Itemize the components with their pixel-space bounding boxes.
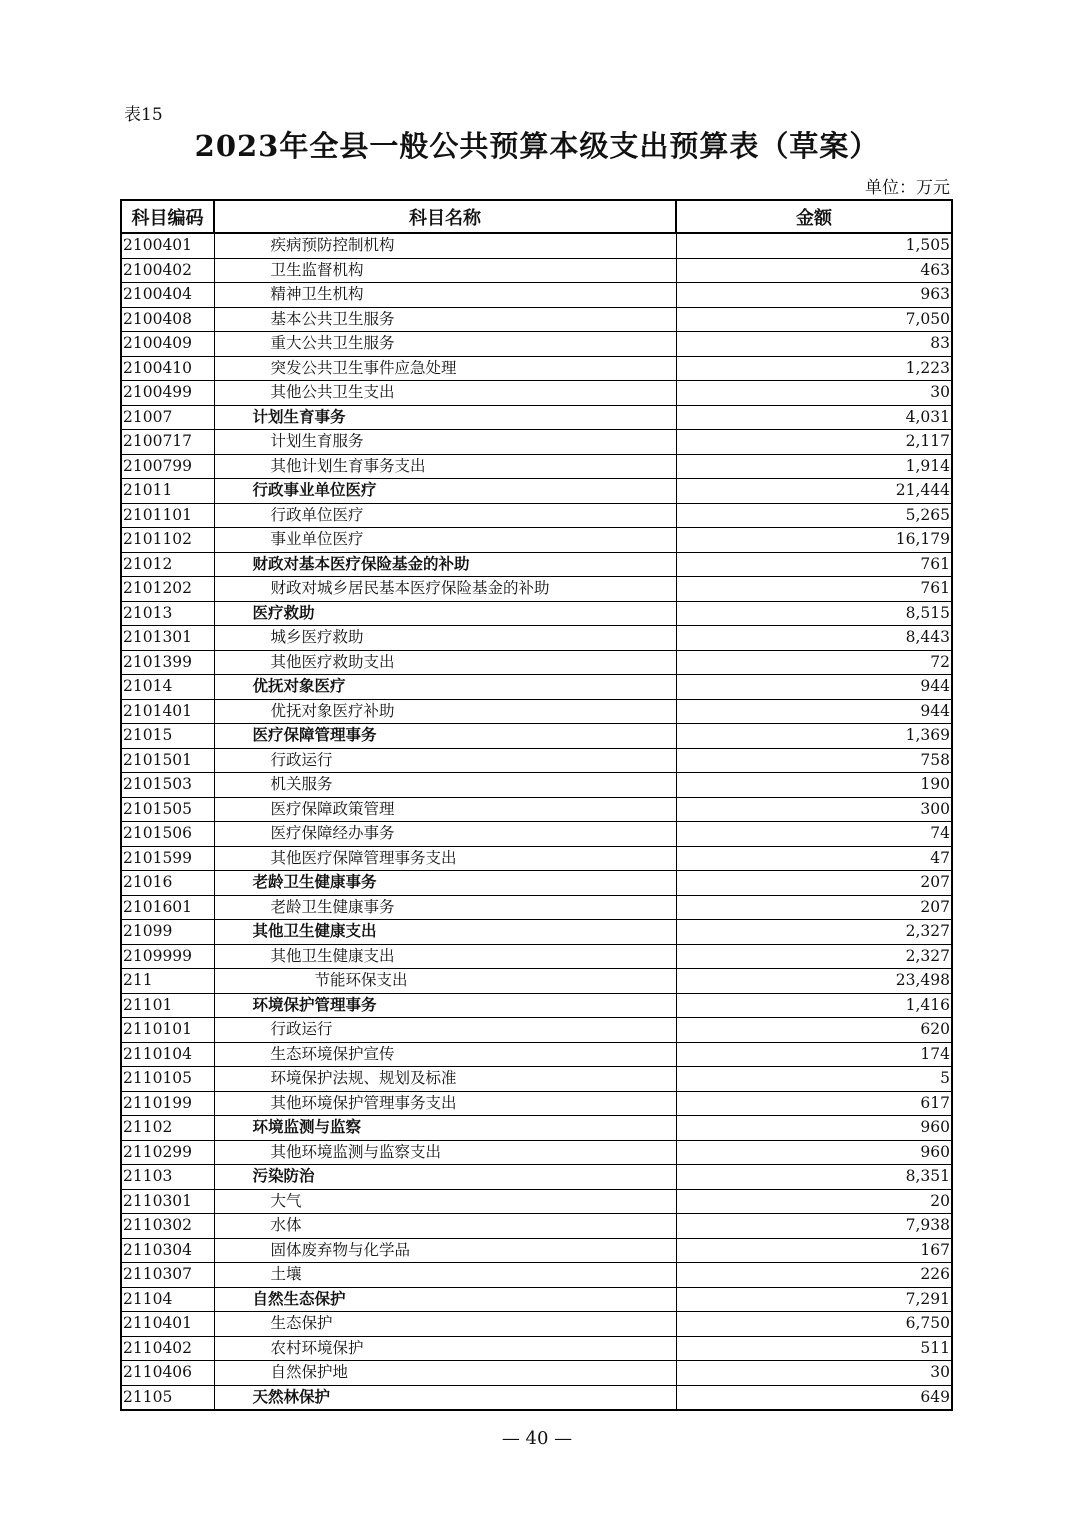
code-cell: 2101506 bbox=[121, 822, 214, 847]
amount-cell: 167 bbox=[676, 1238, 952, 1263]
code-cell: 2100401 bbox=[121, 233, 214, 258]
amount-cell: 7,938 bbox=[676, 1214, 952, 1239]
amount-cell: 6,750 bbox=[676, 1312, 952, 1337]
amount-cell: 47 bbox=[676, 846, 952, 871]
name-cell: 机关服务 bbox=[214, 773, 676, 798]
code-cell: 2110406 bbox=[121, 1361, 214, 1386]
table-row bbox=[121, 920, 952, 945]
name-cell: 土壤 bbox=[214, 1263, 676, 1288]
table-row bbox=[121, 1067, 952, 1092]
code-cell: 2101101 bbox=[121, 503, 214, 528]
table-row bbox=[121, 1385, 952, 1410]
code-cell: 2100499 bbox=[121, 381, 214, 406]
code-cell: 21015 bbox=[121, 724, 214, 749]
name-cell: 老龄卫生健康事务 bbox=[214, 895, 676, 920]
amount-cell: 944 bbox=[676, 699, 952, 724]
name-cell: 环境保护法规、规划及标准 bbox=[214, 1067, 676, 1092]
name-cell: 事业单位医疗 bbox=[214, 528, 676, 553]
table-row bbox=[121, 748, 952, 773]
table-row bbox=[121, 430, 952, 455]
amount-cell: 8,351 bbox=[676, 1165, 952, 1190]
table-row bbox=[121, 356, 952, 381]
code-cell: 21016 bbox=[121, 871, 214, 896]
table-row bbox=[121, 895, 952, 920]
amount-cell: 30 bbox=[676, 1361, 952, 1386]
table-row bbox=[121, 1116, 952, 1141]
table-row bbox=[121, 528, 952, 553]
table-row bbox=[121, 479, 952, 504]
table-row bbox=[121, 1361, 952, 1386]
name-cell: 疾病预防控制机构 bbox=[214, 233, 676, 258]
table-row bbox=[121, 724, 952, 749]
name-cell: 突发公共卫生事件应急处理 bbox=[214, 356, 676, 381]
code-cell: 2101505 bbox=[121, 797, 214, 822]
code-cell: 2110199 bbox=[121, 1091, 214, 1116]
name-cell: 医疗保障经办事务 bbox=[214, 822, 676, 847]
code-cell: 2101202 bbox=[121, 577, 214, 602]
amount-cell: 7,291 bbox=[676, 1287, 952, 1312]
code-cell: 2110101 bbox=[121, 1018, 214, 1043]
amount-cell: 761 bbox=[676, 552, 952, 577]
code-cell: 2100717 bbox=[121, 430, 214, 455]
table-row bbox=[121, 283, 952, 308]
amount-cell: 21,444 bbox=[676, 479, 952, 504]
amount-cell: 23,498 bbox=[676, 969, 952, 994]
name-cell: 优抚对象医疗 bbox=[214, 675, 676, 700]
amount-cell: 30 bbox=[676, 381, 952, 406]
name-cell: 基本公共卫生服务 bbox=[214, 307, 676, 332]
amount-cell: 207 bbox=[676, 871, 952, 896]
table-row bbox=[121, 871, 952, 896]
code-cell: 21013 bbox=[121, 601, 214, 626]
table-row bbox=[121, 405, 952, 430]
amount-cell: 8,515 bbox=[676, 601, 952, 626]
code-cell: 21007 bbox=[121, 405, 214, 430]
name-cell: 重大公共卫生服务 bbox=[214, 332, 676, 357]
amount-cell: 5 bbox=[676, 1067, 952, 1092]
header-name: 科目名称 bbox=[214, 200, 676, 233]
table-row bbox=[121, 993, 952, 1018]
code-cell: 211 bbox=[121, 969, 214, 994]
table-body bbox=[121, 233, 952, 1410]
amount-cell: 511 bbox=[676, 1336, 952, 1361]
unit-label: 单位：万元 bbox=[865, 178, 950, 198]
amount-cell: 16,179 bbox=[676, 528, 952, 553]
amount-cell: 83 bbox=[676, 332, 952, 357]
name-cell: 大气 bbox=[214, 1189, 676, 1214]
code-cell: 2101301 bbox=[121, 626, 214, 651]
code-cell: 2110301 bbox=[121, 1189, 214, 1214]
name-cell: 节能环保支出 bbox=[214, 969, 676, 994]
table-row bbox=[121, 1042, 952, 1067]
code-cell: 2101102 bbox=[121, 528, 214, 553]
name-cell: 其他医疗保障管理事务支出 bbox=[214, 846, 676, 871]
code-cell: 2110402 bbox=[121, 1336, 214, 1361]
amount-cell: 1,505 bbox=[676, 233, 952, 258]
amount-cell: 190 bbox=[676, 773, 952, 798]
code-cell: 2100402 bbox=[121, 258, 214, 283]
name-cell: 其他环境保护管理事务支出 bbox=[214, 1091, 676, 1116]
table-row bbox=[121, 650, 952, 675]
code-cell: 2110299 bbox=[121, 1140, 214, 1165]
name-cell: 其他医疗救助支出 bbox=[214, 650, 676, 675]
code-cell: 21105 bbox=[121, 1385, 214, 1410]
table-row bbox=[121, 1287, 952, 1312]
name-cell: 卫生监督机构 bbox=[214, 258, 676, 283]
code-cell: 2101503 bbox=[121, 773, 214, 798]
amount-cell: 463 bbox=[676, 258, 952, 283]
name-cell: 其他环境监测与监察支出 bbox=[214, 1140, 676, 1165]
name-cell: 计划生育事务 bbox=[214, 405, 676, 430]
table-row bbox=[121, 1263, 952, 1288]
name-cell: 其他卫生健康支出 bbox=[214, 920, 676, 945]
amount-cell: 620 bbox=[676, 1018, 952, 1043]
table-row bbox=[121, 846, 952, 871]
name-cell: 自然保护地 bbox=[214, 1361, 676, 1386]
table-row bbox=[121, 454, 952, 479]
amount-cell: 1,369 bbox=[676, 724, 952, 749]
name-cell: 财政对城乡居民基本医疗保险基金的补助 bbox=[214, 577, 676, 602]
code-cell: 2100799 bbox=[121, 454, 214, 479]
table-row bbox=[121, 944, 952, 969]
table-row bbox=[121, 307, 952, 332]
table-row bbox=[121, 1238, 952, 1263]
amount-cell: 758 bbox=[676, 748, 952, 773]
table-row bbox=[121, 969, 952, 994]
table-row bbox=[121, 822, 952, 847]
name-cell: 精神卫生机构 bbox=[214, 283, 676, 308]
name-cell: 城乡医疗救助 bbox=[214, 626, 676, 651]
name-cell: 环境监测与监察 bbox=[214, 1116, 676, 1141]
table-row bbox=[121, 1165, 952, 1190]
table-row bbox=[121, 503, 952, 528]
table-row bbox=[121, 233, 952, 258]
table-row bbox=[121, 1091, 952, 1116]
name-cell: 自然生态保护 bbox=[214, 1287, 676, 1312]
code-cell: 2100410 bbox=[121, 356, 214, 381]
name-cell: 其他卫生健康支出 bbox=[214, 944, 676, 969]
name-cell: 污染防治 bbox=[214, 1165, 676, 1190]
name-cell: 水体 bbox=[214, 1214, 676, 1239]
name-cell: 优抚对象医疗补助 bbox=[214, 699, 676, 724]
code-cell: 2110401 bbox=[121, 1312, 214, 1337]
code-cell: 2100408 bbox=[121, 307, 214, 332]
amount-cell: 944 bbox=[676, 675, 952, 700]
table-row bbox=[121, 577, 952, 602]
table-row bbox=[121, 258, 952, 283]
amount-cell: 72 bbox=[676, 650, 952, 675]
code-cell: 2101399 bbox=[121, 650, 214, 675]
code-cell: 2110302 bbox=[121, 1214, 214, 1239]
name-cell: 医疗救助 bbox=[214, 601, 676, 626]
amount-cell: 1,223 bbox=[676, 356, 952, 381]
code-cell: 21102 bbox=[121, 1116, 214, 1141]
code-cell: 21011 bbox=[121, 479, 214, 504]
table-row bbox=[121, 381, 952, 406]
name-cell: 生态保护 bbox=[214, 1312, 676, 1337]
name-cell: 行政事业单位医疗 bbox=[214, 479, 676, 504]
amount-cell: 960 bbox=[676, 1116, 952, 1141]
name-cell: 财政对基本医疗保险基金的补助 bbox=[214, 552, 676, 577]
name-cell: 计划生育服务 bbox=[214, 430, 676, 455]
code-cell: 2100409 bbox=[121, 332, 214, 357]
table-row bbox=[121, 1336, 952, 1361]
amount-cell: 174 bbox=[676, 1042, 952, 1067]
table-row bbox=[121, 1018, 952, 1043]
code-cell: 2110307 bbox=[121, 1263, 214, 1288]
name-cell: 医疗保障政策管理 bbox=[214, 797, 676, 822]
table-row bbox=[121, 675, 952, 700]
amount-cell: 8,443 bbox=[676, 626, 952, 651]
name-cell: 行政运行 bbox=[214, 1018, 676, 1043]
amount-cell: 4,031 bbox=[676, 405, 952, 430]
amount-cell: 960 bbox=[676, 1140, 952, 1165]
code-cell: 2101601 bbox=[121, 895, 214, 920]
amount-cell: 761 bbox=[676, 577, 952, 602]
table-number: 表15 bbox=[124, 105, 163, 125]
amount-cell: 2,327 bbox=[676, 944, 952, 969]
name-cell: 固体废弃物与化学品 bbox=[214, 1238, 676, 1263]
amount-cell: 2,117 bbox=[676, 430, 952, 455]
code-cell: 21104 bbox=[121, 1287, 214, 1312]
name-cell: 行政单位医疗 bbox=[214, 503, 676, 528]
amount-cell: 300 bbox=[676, 797, 952, 822]
header-amount: 金额 bbox=[676, 200, 952, 233]
amount-cell: 1,914 bbox=[676, 454, 952, 479]
amount-cell: 7,050 bbox=[676, 307, 952, 332]
code-cell: 2110104 bbox=[121, 1042, 214, 1067]
name-cell: 农村环境保护 bbox=[214, 1336, 676, 1361]
code-cell: 21014 bbox=[121, 675, 214, 700]
table-row bbox=[121, 626, 952, 651]
amount-cell: 5,265 bbox=[676, 503, 952, 528]
amount-cell: 226 bbox=[676, 1263, 952, 1288]
code-cell: 2101599 bbox=[121, 846, 214, 871]
name-cell: 天然林保护 bbox=[214, 1385, 676, 1410]
name-cell: 其他公共卫生支出 bbox=[214, 381, 676, 406]
name-cell: 医疗保障管理事务 bbox=[214, 724, 676, 749]
name-cell: 生态环境保护宣传 bbox=[214, 1042, 676, 1067]
code-cell: 2110105 bbox=[121, 1067, 214, 1092]
page-number: — 40 — bbox=[501, 1428, 573, 1449]
table-row bbox=[121, 1214, 952, 1239]
table-row bbox=[121, 797, 952, 822]
amount-cell: 2,327 bbox=[676, 920, 952, 945]
code-cell: 2101501 bbox=[121, 748, 214, 773]
code-cell: 21101 bbox=[121, 993, 214, 1018]
name-cell: 其他计划生育事务支出 bbox=[214, 454, 676, 479]
budget-table bbox=[120, 199, 953, 1411]
table-row bbox=[121, 773, 952, 798]
code-cell: 2109999 bbox=[121, 944, 214, 969]
code-cell: 2100404 bbox=[121, 283, 214, 308]
amount-cell: 207 bbox=[676, 895, 952, 920]
code-cell: 2110304 bbox=[121, 1238, 214, 1263]
table-row bbox=[121, 332, 952, 357]
table-row bbox=[121, 1140, 952, 1165]
table-row bbox=[121, 601, 952, 626]
table-row bbox=[121, 552, 952, 577]
amount-cell: 20 bbox=[676, 1189, 952, 1214]
amount-cell: 1,416 bbox=[676, 993, 952, 1018]
table-row bbox=[121, 1312, 952, 1337]
amount-cell: 963 bbox=[676, 283, 952, 308]
name-cell: 环境保护管理事务 bbox=[214, 993, 676, 1018]
code-cell: 21103 bbox=[121, 1165, 214, 1190]
name-cell: 行政运行 bbox=[214, 748, 676, 773]
header-code: 科目编码 bbox=[121, 200, 214, 233]
table-row bbox=[121, 699, 952, 724]
table-row bbox=[121, 1189, 952, 1214]
code-cell: 21012 bbox=[121, 552, 214, 577]
amount-cell: 649 bbox=[676, 1385, 952, 1410]
page-title: 2023年全县一般公共预算本级支出预算表（草案） bbox=[194, 129, 880, 163]
amount-cell: 74 bbox=[676, 822, 952, 847]
table-header-row bbox=[121, 200, 952, 233]
code-cell: 2101401 bbox=[121, 699, 214, 724]
amount-cell: 617 bbox=[676, 1091, 952, 1116]
code-cell: 21099 bbox=[121, 920, 214, 945]
name-cell: 老龄卫生健康事务 bbox=[214, 871, 676, 896]
